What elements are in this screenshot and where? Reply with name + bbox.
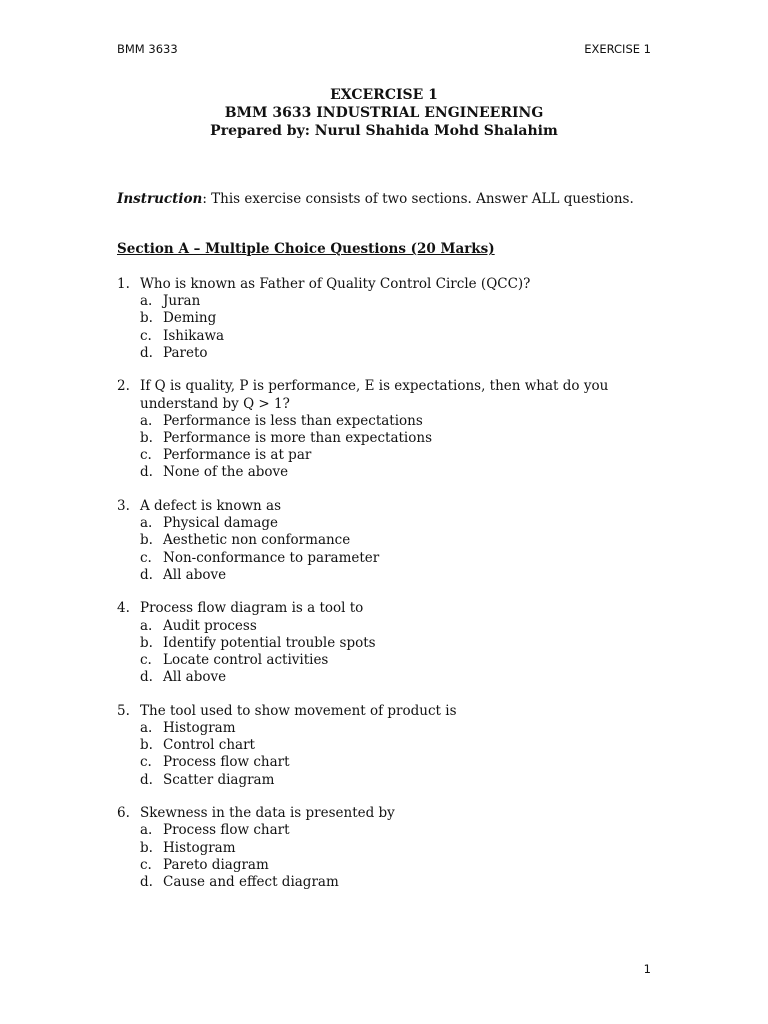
title-course: BMM 3633 INDUSTRIAL ENGINEERING — [224, 105, 544, 121]
header-course-code: BMM 3633 — [117, 42, 178, 56]
option-d — [140, 345, 657, 362]
option-text: Ishikawa — [163, 327, 225, 344]
option-text: Deming — [163, 310, 217, 327]
question-1 — [117, 276, 657, 362]
title-author: Prepared by: Nurul Shahida Mohd Shalahim — [210, 123, 558, 139]
option-text: Identify potential trouble spots — [163, 634, 376, 651]
option-d — [140, 772, 657, 789]
option-text: All above — [163, 566, 227, 583]
option-c — [140, 652, 657, 669]
option-text: Performance is more than expectations — [163, 430, 432, 447]
option-d — [140, 464, 657, 481]
option-letter: d. — [140, 669, 153, 686]
option-text: All above — [163, 669, 227, 686]
option-d — [140, 874, 657, 891]
header-exercise-label: EXERCISE 1 — [584, 42, 651, 56]
option-text: Process flow chart — [163, 822, 290, 839]
option-text: Histogram — [163, 839, 236, 856]
question-number: 5. — [117, 702, 130, 719]
option-list — [140, 618, 657, 687]
option-a — [140, 720, 657, 737]
question-4 — [117, 600, 657, 686]
option-letter: a. — [140, 617, 153, 634]
option-list — [140, 413, 657, 482]
question-number: 1. — [117, 276, 130, 292]
option-a — [140, 618, 657, 635]
option-b — [140, 310, 657, 327]
option-text: Audit process — [163, 617, 257, 634]
question-2 — [117, 378, 657, 481]
option-letter: d. — [140, 874, 153, 891]
option-text: Aesthetic non conformance — [163, 532, 351, 549]
section-a-heading: Section A – Multiple Choice Questions (20 Marks) — [117, 241, 495, 257]
question-text: A defect is known as — [140, 498, 281, 515]
question-3 — [117, 498, 657, 584]
option-text: Locate control activities — [163, 652, 329, 669]
option-d — [140, 567, 657, 584]
option-b — [140, 737, 657, 754]
option-letter: d. — [140, 771, 153, 788]
instruction-label: Instruction — [117, 191, 203, 207]
option-text: Physical damage — [163, 515, 279, 532]
option-letter: a. — [140, 720, 153, 737]
option-letter: a. — [140, 412, 153, 429]
option-text: Juran — [163, 293, 201, 310]
option-c — [140, 447, 657, 464]
option-letter: c. — [140, 327, 152, 344]
option-c — [140, 754, 657, 771]
option-list — [140, 293, 657, 362]
instruction — [117, 190, 634, 208]
document-title — [0, 86, 768, 140]
question-6 — [117, 805, 657, 891]
option-letter: a. — [140, 515, 153, 532]
option-text: Performance is at par — [163, 447, 312, 464]
option-letter: d. — [140, 566, 153, 583]
option-letter: c. — [140, 549, 152, 566]
option-c — [140, 550, 657, 567]
question-text: The tool used to show movement of product is — [140, 702, 457, 719]
page-number: 1 — [643, 962, 651, 976]
option-letter: d. — [140, 464, 153, 481]
option-text: Cause and effect diagram — [163, 874, 339, 891]
option-letter: c. — [140, 754, 152, 771]
option-text: Histogram — [163, 720, 236, 737]
option-text: Performance is less than expectations — [163, 412, 423, 429]
option-text: Pareto — [163, 344, 208, 361]
question-number: 4. — [117, 600, 130, 617]
option-letter: a. — [140, 293, 153, 310]
option-b — [140, 532, 657, 549]
option-list — [140, 720, 657, 789]
option-text: Pareto diagram — [163, 856, 269, 873]
option-list — [140, 822, 657, 891]
option-text: Control chart — [163, 737, 255, 754]
option-letter: c. — [140, 652, 152, 669]
question-number: 2. — [117, 378, 130, 395]
option-letter: b. — [140, 839, 153, 856]
option-letter: c. — [140, 856, 152, 873]
question-text: Skewness in the data is presented by — [140, 805, 395, 822]
option-letter: c. — [140, 447, 152, 464]
option-b — [140, 840, 657, 857]
option-letter: b. — [140, 532, 153, 549]
option-text: Scatter diagram — [163, 771, 275, 788]
option-d — [140, 669, 657, 686]
option-letter: b. — [140, 430, 153, 447]
option-letter: b. — [140, 634, 153, 651]
option-b — [140, 430, 657, 447]
option-text: None of the above — [163, 464, 289, 481]
option-list — [140, 515, 657, 584]
question-5 — [117, 703, 657, 789]
question-number: 6. — [117, 805, 130, 822]
option-text: Process flow chart — [163, 754, 290, 771]
option-b — [140, 635, 657, 652]
option-letter: b. — [140, 737, 153, 754]
question-number: 3. — [117, 498, 130, 515]
option-a — [140, 413, 657, 430]
question-text: Process flow diagram is a tool to — [140, 600, 364, 617]
instruction-text: : This exercise consists of two sections. Answer ALL questions. — [202, 191, 634, 207]
page-header — [117, 42, 651, 60]
question-text: Who is known as Father of Quality Control Circle (QCC)? — [140, 276, 531, 292]
option-a — [140, 293, 657, 310]
option-letter: d. — [140, 344, 153, 361]
option-c — [140, 328, 657, 345]
question-text: If Q is quality, P is performance, E is expectations, then what do you understand by Q > 1? — [140, 378, 609, 412]
title-exercise: EXCERCISE 1 — [330, 87, 438, 103]
option-a — [140, 515, 657, 532]
option-letter: b. — [140, 310, 153, 327]
option-a — [140, 822, 657, 839]
question-list — [117, 276, 657, 908]
option-c — [140, 857, 657, 874]
option-text: Non-conformance to parameter — [163, 549, 380, 566]
option-letter: a. — [140, 822, 153, 839]
